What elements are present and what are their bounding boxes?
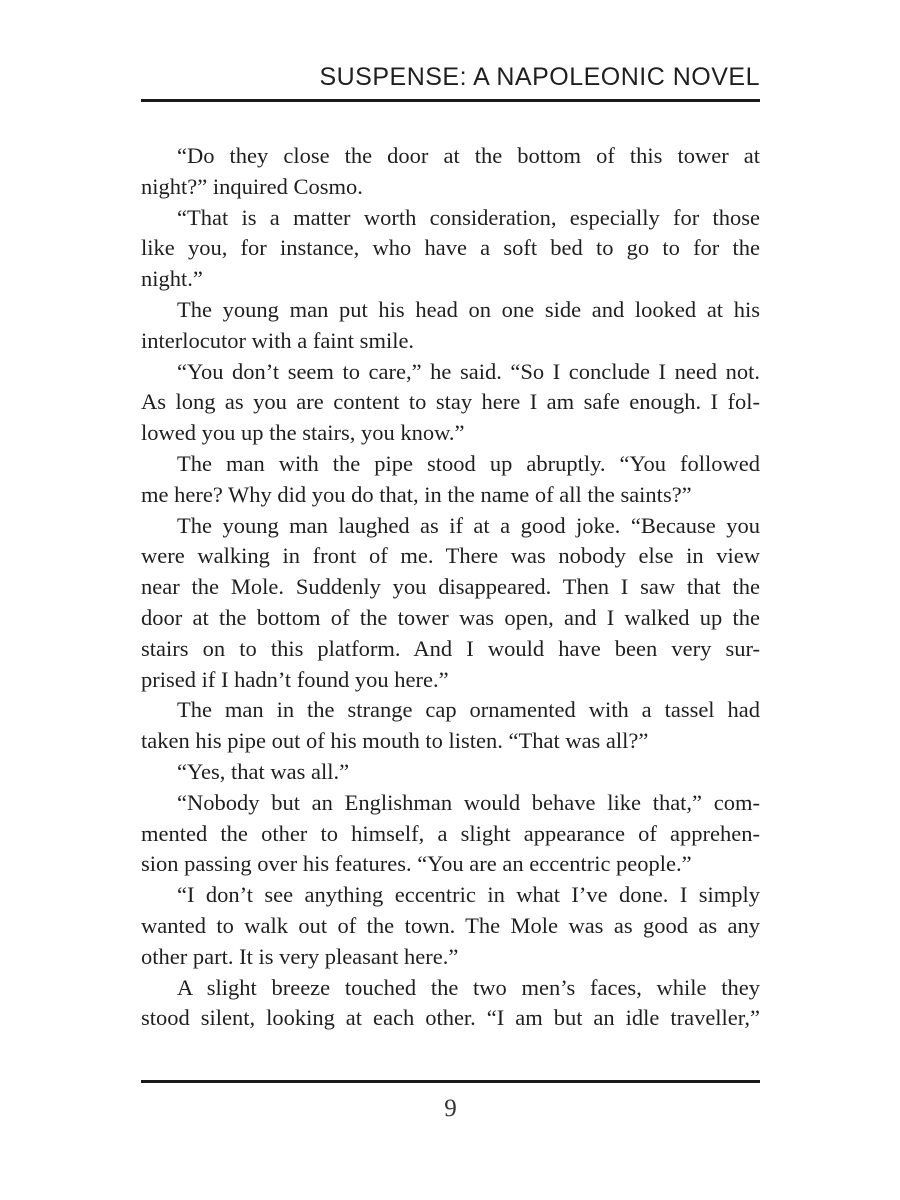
text-line: “I don’t see anything eccentric in what I’ve done. I simply — [177, 882, 760, 908]
body-text — [141, 141, 760, 1034]
text-line: near the Mole. Suddenly you disappeared. Then I saw that the — [141, 574, 760, 600]
footer-rule — [141, 1080, 760, 1083]
text-line: “That is a matter worth consideration, especially for those — [177, 204, 760, 230]
text-line: taken his pipe out of his mouth to listen. “That was all?” — [141, 728, 649, 754]
text-line: “Yes, that was all.” — [177, 758, 350, 784]
text-line: The man in the strange cap ornamented with a tassel had — [177, 697, 760, 723]
text-line: The young man laughed as if at a good joke. “Because you — [177, 512, 760, 538]
running-head-title: SUSPENSE: A NAPOLEONIC NOVEL — [319, 63, 760, 91]
text-line: sion passing over his features. “You are an eccentric people.” — [141, 851, 692, 877]
text-line: stairs on to this platform. And I would have been very sur- — [141, 635, 760, 661]
text-line: The young man put his head on one side and looked at his — [177, 296, 760, 322]
text-line: mented the other to himself, a slight appearance of apprehen- — [141, 820, 760, 846]
text-line: prised if I hadn’t found you here.” — [141, 666, 449, 692]
text-line: wanted to walk out of the town. The Mole was as good as any — [141, 912, 760, 938]
text-line: night.” — [141, 266, 203, 292]
text-line: interlocutor with a faint smile. — [141, 327, 415, 353]
text-line: other part. It is very pleasant here.” — [141, 943, 459, 969]
text-line: were walking in front of me. There was nobody else in view — [141, 543, 760, 569]
header-rule — [141, 99, 760, 102]
text-line: like you, for instance, who have a soft bed to go to for the — [141, 235, 760, 261]
text-line: “Do they close the door at the bottom of this tower at — [177, 143, 760, 168]
text-line: me here? Why did you do that, in the name of all the saints?” — [141, 481, 692, 507]
text-line: The man with the pipe stood up abruptly. “You followed — [177, 450, 760, 476]
text-line: “You don’t seem to care,” he said. “So I conclude I need not. — [177, 358, 760, 384]
text-line: lowed you up the stairs, you know.” — [141, 420, 465, 446]
text-line: “Nobody but an Englishman would behave like that,” com- — [177, 789, 760, 815]
text-line: A slight breeze touched the two men’s faces, while they — [177, 974, 760, 1000]
page-number: 9 — [444, 1095, 457, 1122]
text-line: door at the bottom of the tower was open, and I walked up the — [141, 604, 760, 630]
text-line: night?” inquired Cosmo. — [141, 173, 363, 199]
text-line: As long as you are content to stay here I am safe enough. I fol- — [141, 389, 760, 415]
text-line: stood silent, looking at each other. “I am but an idle traveller,” — [141, 1005, 760, 1031]
